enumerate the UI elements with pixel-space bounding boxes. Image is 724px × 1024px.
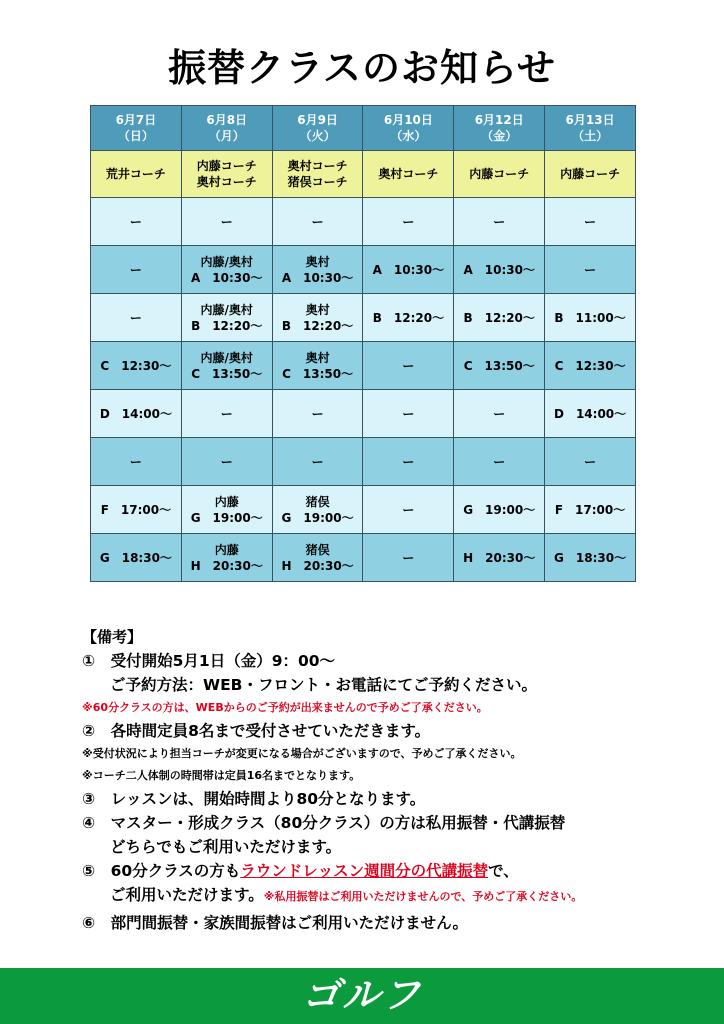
class-cell [454,390,545,438]
weekday-label: （金） [481,129,518,143]
class-cell [545,246,636,294]
note-item-4-sub: どちらでもご利用いただけます。 [110,838,342,856]
note-item-2-note-1: ※受付状況により担当コーチが変更になる場合がございますので、予めご了承ください。 [82,747,522,760]
date-label: 6月13日 [565,113,615,127]
class-cell-line: 内藤 [214,542,239,557]
class-cell-line: ー [493,406,506,421]
coach-cell-line: 内藤コーチ [196,159,257,173]
class-cell-line: ー [402,406,415,421]
weekday-label: （水） [390,129,427,143]
class-cell [272,390,363,438]
class-cell-line: ー [129,214,142,229]
class-cell [272,246,363,294]
table-row [91,198,636,246]
weekday-label: （土） [572,129,609,143]
note-item-3: ③ レッスンは、開始時間より80分となります。 [82,790,426,808]
table-row [91,438,636,486]
class-cell-line: C 12:30～ [100,358,172,373]
class-cell [181,198,272,246]
class-cell-line: H 20:30～ [463,550,536,565]
class-cell [181,534,272,582]
class-cell [454,534,545,582]
class-cell [363,438,454,486]
note-item-5-warning: ※私用振替はご利用いただけませんので、予めご了承ください。 [263,890,583,903]
class-cell-line: A 10:30～ [372,262,445,277]
coach-cell-line: 奥村コーチ [287,159,348,173]
date-label: 6月9日 [297,113,338,127]
class-cell [181,246,272,294]
class-cell [181,390,272,438]
class-cell [454,438,545,486]
class-cell-line: A 10:30～ [463,262,535,277]
class-cell-line: H 20:30～ [190,558,263,573]
class-cell [91,198,182,246]
date-header [363,106,454,151]
date-header [181,106,272,151]
date-label: 6月12日 [474,113,524,127]
coach-cell [363,151,454,198]
class-cell [363,390,454,438]
class-cell-line: ー [402,214,415,229]
coach-cell-line: 内藤コーチ [560,167,621,181]
class-cell-line: F 17:00～ [554,502,626,517]
class-cell-line: ー [493,454,506,469]
class-cell-line: D 14:00～ [99,406,172,421]
coach-row [91,151,636,198]
date-label: 6月7日 [115,113,157,127]
note-item-2: ② 各時間定員8名まで受付させていただきます。 [82,722,431,740]
class-cell-line: ー [129,454,142,469]
class-cell [91,438,182,486]
table-row [91,486,636,534]
notes-heading: 【備考】 [82,628,143,646]
note-item-6: ⑥ 部門間振替・家族間振替はご利用いただけません。 [82,914,469,932]
class-cell [454,198,545,246]
note-item-5 [82,859,702,883]
class-cell-line: 奥村 [305,254,330,269]
class-cell-line: G 19:00～ [463,502,536,517]
weekday-label: （火） [299,129,336,143]
class-cell-line: ー [402,550,415,565]
class-cell [363,294,454,342]
class-cell [272,198,363,246]
class-cell [363,246,454,294]
class-cell-line: G 18:30～ [99,550,172,565]
class-cell [454,342,545,390]
class-cell-line: B 12:20～ [372,310,445,325]
class-cell [181,438,272,486]
page-title: 振替クラスのお知らせ [168,46,556,90]
coach-cell-line: 内藤コーチ [469,167,530,181]
table-row [91,246,636,294]
class-cell [545,438,636,486]
class-cell-line: ー [402,454,415,469]
coach-cell-line: 荒井コーチ [105,167,166,181]
coach-cell [91,151,182,198]
class-cell [91,486,182,534]
note-item-5-sub [82,883,702,907]
class-cell-line: D 14:00～ [553,406,627,421]
class-cell [363,534,454,582]
class-cell [545,294,636,342]
class-cell-line: 猪俣 [305,542,330,557]
note-item-1: ① 受付開始5月1日（金）9：00～ [82,652,336,670]
coach-cell-line: 猪俣コーチ [287,175,348,189]
note-item-5-highlight: ラウンドレッスン週間分の代講振替 [240,862,489,880]
class-cell-line: ー [129,310,142,325]
class-cell [363,342,454,390]
class-cell-line: ー [311,454,324,469]
table-row [91,534,636,582]
class-cell [454,294,545,342]
class-cell [545,486,636,534]
class-cell-line: B 12:20～ [281,318,354,333]
class-cell-line: 内藤/奥村 [200,254,253,269]
note-item-1-warning: ※60分クラスの方は、WEBからのご予約が出来ませんので予めご了承ください。 [82,701,488,714]
note-item-5-sub-text: ご利用いただけます。 [110,886,264,904]
class-cell-line: B 11:00～ [554,310,626,325]
note-item-2-note-2: ※コーチ二人体制の時間帯は定員16名までとなります。 [82,769,361,782]
note-item-5-pre: ⑤ 60分クラスの方も [82,862,241,880]
class-cell-line: C 13:50～ [191,366,263,381]
date-label: 6月10日 [383,113,433,127]
weekday-label: （月） [208,129,245,143]
class-cell-line: ー [584,214,597,229]
class-cell-line: 奥村 [305,350,330,365]
class-cell-line: C 13:50～ [463,358,535,373]
note-item-4: ④ マスター・形成クラス（80分クラス）の方は私用振替・代講振替 [82,814,566,832]
class-cell [545,534,636,582]
class-cell-line: 内藤/奥村 [200,302,253,317]
class-cell-line: ー [584,262,597,277]
class-cell-line: C 12:30～ [554,358,626,373]
class-cell-line: 内藤/奥村 [200,350,253,365]
class-cell [91,294,182,342]
date-label: 6月8日 [206,113,248,127]
date-header [545,106,636,151]
class-cell [91,342,182,390]
class-cell [545,390,636,438]
class-cell-line: 猪俣 [305,494,330,509]
coach-cell [454,151,545,198]
class-cell [91,390,182,438]
class-cell-line: A 10:30～ [190,270,263,285]
class-cell [181,486,272,534]
table-row [91,294,636,342]
class-cell-line: C 13:50～ [282,366,354,381]
class-cell [91,246,182,294]
class-cell [181,294,272,342]
golf-logo: ゴルフ [301,973,422,1017]
class-cell [272,342,363,390]
class-cell [272,438,363,486]
class-cell [545,198,636,246]
note-item-1-sub: ご予約方法：WEB・フロント・お電話にてご予約ください。 [110,676,538,694]
date-header [454,106,545,151]
footer-bar [0,968,724,1024]
class-cell-line: ー [402,358,415,373]
class-cell-line: ー [220,214,233,229]
class-cell [272,486,363,534]
class-cell-line: ー [584,454,597,469]
class-cell [272,534,363,582]
coach-cell [545,151,636,198]
class-cell [454,486,545,534]
class-cell [545,342,636,390]
date-header [272,106,363,151]
class-cell-line: ー [311,406,324,421]
coach-cell-line: 奥村コーチ [196,175,257,189]
class-cell-line: H 20:30～ [281,558,354,573]
class-cell-line: G 18:30～ [554,550,627,565]
class-cell-line: G 19:00～ [190,510,263,525]
class-cell [91,534,182,582]
class-cell-line: A 10:30～ [281,270,354,285]
class-cell-line: ー [129,262,142,277]
class-cell [181,342,272,390]
class-cell-line: ー [220,406,233,421]
class-cell-line: B 12:20～ [463,310,535,325]
class-cell-line: F 17:00～ [100,502,172,517]
date-header-row [91,106,636,151]
table-row [91,342,636,390]
coach-cell-line: 奥村コーチ [378,167,439,181]
class-cell [363,486,454,534]
coach-cell [181,151,272,198]
date-header [91,106,182,151]
class-cell-line: B 12:20～ [191,318,263,333]
note-item-5-post: で、 [488,862,519,880]
schedule-table [90,105,636,582]
coach-cell [272,151,363,198]
notes-section [82,625,702,935]
class-cell [272,294,363,342]
table-row [91,390,636,438]
class-cell-line: G 19:00～ [281,510,354,525]
class-cell-line: ー [493,214,506,229]
class-cell-line: ー [220,454,233,469]
class-cell-line: ー [311,214,324,229]
class-cell [454,246,545,294]
class-cell-line: 内藤 [214,494,239,509]
weekday-label: （日） [117,129,154,143]
class-cell-line: 奥村 [305,302,330,317]
class-cell [363,198,454,246]
class-cell-line: ー [402,502,415,517]
